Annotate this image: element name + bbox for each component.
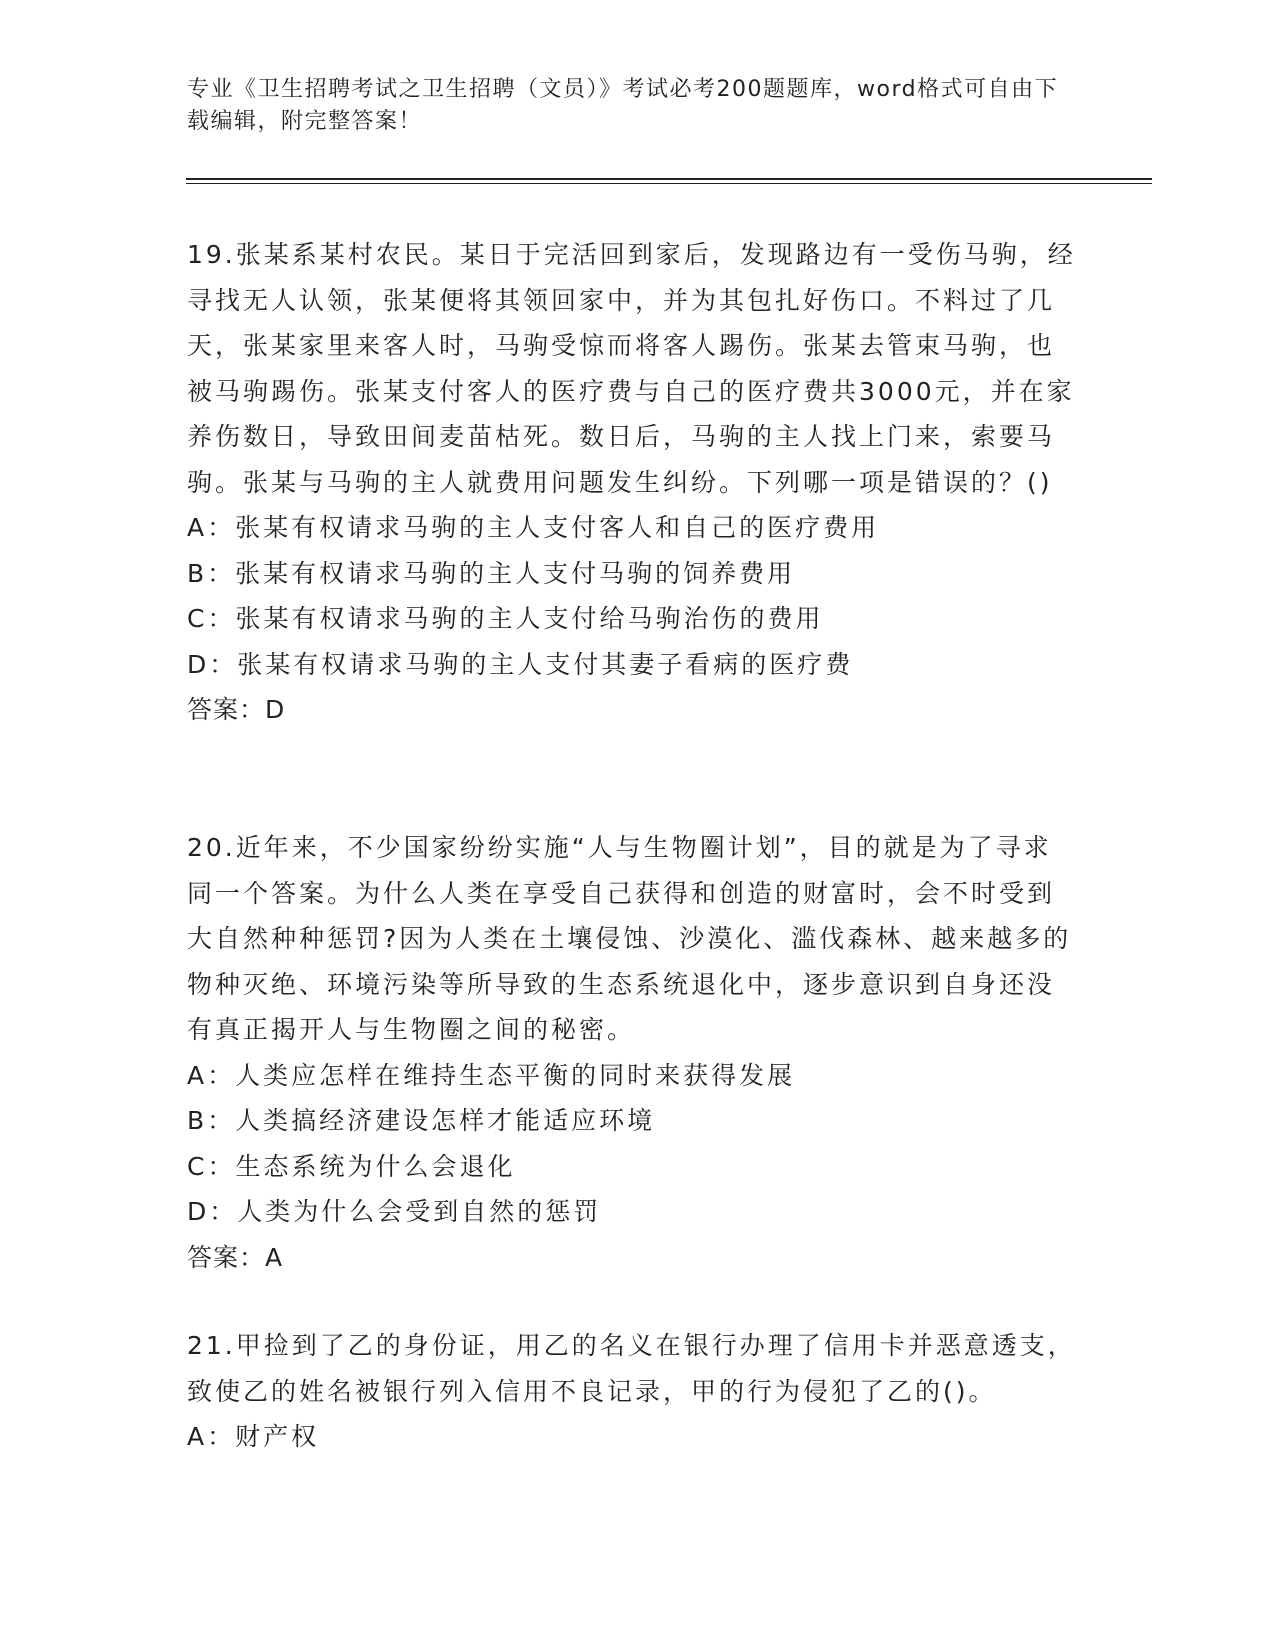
answer-line: 答案：A [187, 1242, 284, 1272]
question-20 [187, 825, 1077, 1280]
option-a: A：财产权 [187, 1422, 320, 1451]
answer-line: 答案：D [187, 695, 286, 724]
question-stem: 19.张某系某村农民。某日于完活回到家后，发现路边有一受伤马驹，经寻找无人认领，张某便将其领回家中，并为其包扎好伤口。不料过了几天，张某家里来客人时，马驹受惊而将客人踢伤。张某去管束马驹，也被马驹踢伤。张某支付客人的医疗费与自己的医疗费共3000元，并在家养伤数日，导致田间麦苗枯死。数日后，马驹的主人找上门来，索要马驹。张某与马驹的主人就费用问题发生纠纷。下列哪一项是错误的？() [187, 240, 1076, 497]
question-19 [187, 232, 1077, 733]
option-d: D：人类为什么会受到自然的惩罚 [187, 1197, 602, 1226]
question-21 [187, 1323, 1077, 1460]
question-stem: 20.近年来，不少国家纷纷实施“人与生物圈计划”，目的就是为了寻求同一个答案。为什么人类在享受自己获得和创造的财富时，会不时受到大自然种种惩罚?因为人类在土壤侵蚀、沙漠化、滥伐森林、越来越多的物种灭绝、环境污染等所导致的生态系统退化中，逐步意识到自身还没有真正揭开人与生物圈之间的秘密。 [187, 833, 1072, 1044]
header-divider [186, 178, 1152, 180]
option-d: D：张某有权请求马驹的主人支付其妻子看病的医疗费 [187, 649, 854, 679]
option-a: A：张某有权请求马驹的主人支付客人和自己的医疗费用 [187, 513, 880, 542]
document-header: 专业《卫生招聘考试之卫生招聘（文员）》考试必考200题题库，word格式可自由下载编辑，附完整答案！ [187, 77, 1059, 134]
option-c: C：张某有权请求马驹的主人支付给马驹治伤的费用 [187, 604, 824, 633]
option-a: A：人类应怎样在维持生态平衡的同时来获得发展 [187, 1060, 796, 1090]
option-b: B：张某有权请求马驹的主人支付马驹的饲养费用 [187, 558, 796, 588]
option-b: B：人类搞经济建设怎样才能适应环境 [187, 1106, 656, 1135]
option-c: C：生态系统为什么会退化 [187, 1151, 516, 1181]
question-stem: 21.甲捡到了乙的身份证，用乙的名义在银行办理了信用卡并恶意透支，致使乙的姓名被银行列入信用不良记录，甲的行为侵犯了乙的()。 [187, 1331, 1076, 1406]
header-divider-thin [186, 183, 1152, 184]
